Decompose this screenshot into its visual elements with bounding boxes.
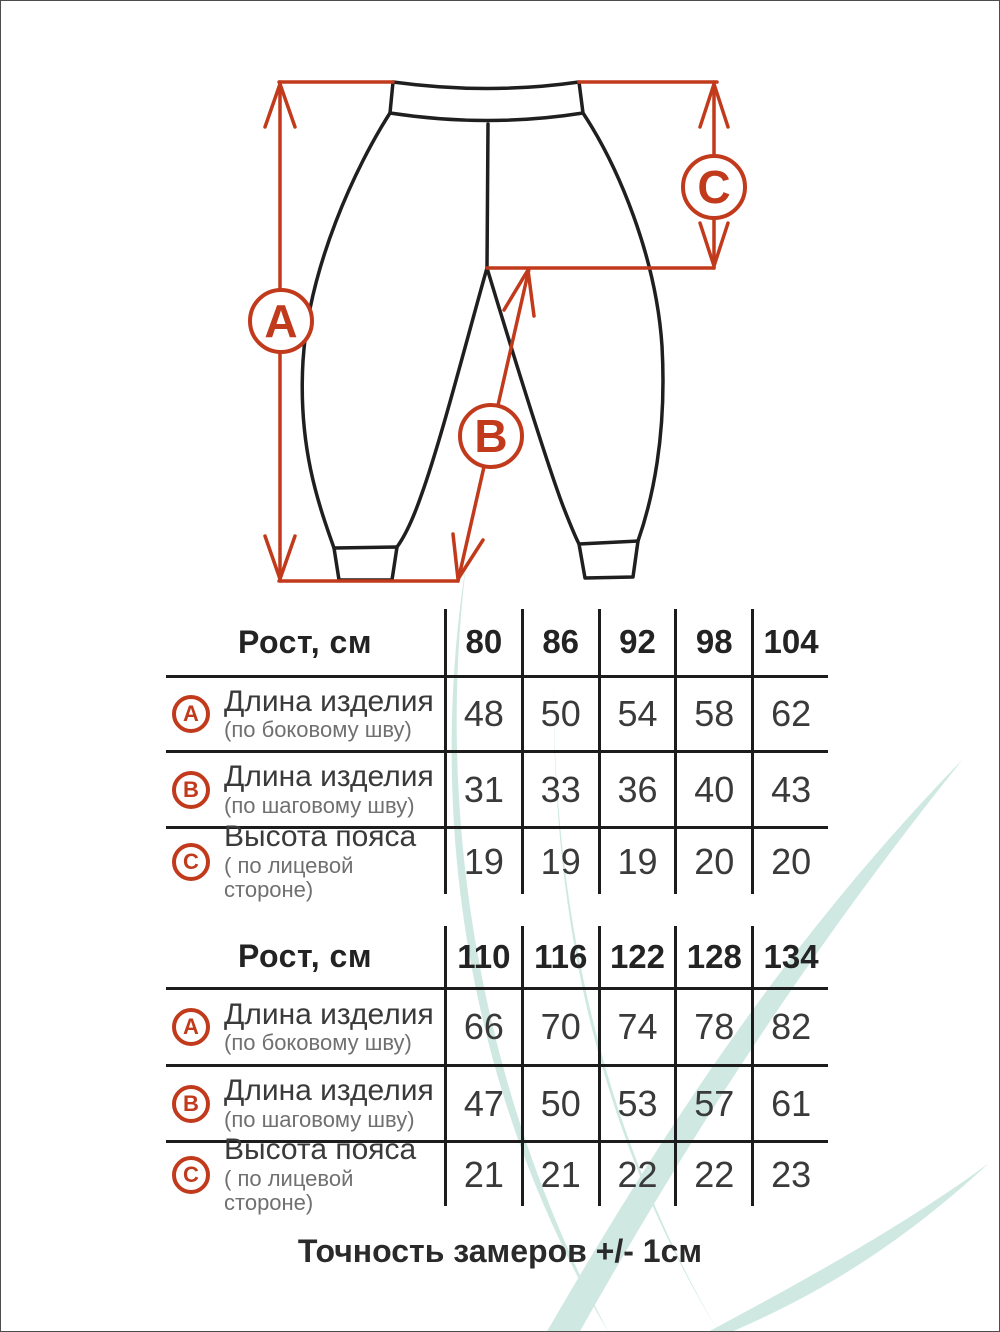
table1-row-c (166, 820, 828, 902)
accuracy-note: Точность замеров +/- 1см (297, 1233, 703, 1269)
value-cell: 20 (674, 829, 751, 894)
pants-right-outer-seam (583, 113, 663, 541)
row-title: Длина изделия (224, 684, 434, 718)
value-cell: 54 (598, 678, 675, 750)
row-subtitle: (по шаговому шву) (224, 1106, 415, 1132)
value-cell: 22 (674, 1143, 751, 1206)
pants-right-cuff (579, 541, 638, 578)
table2-row-a (166, 990, 828, 1067)
row-subtitle: (по боковому шву) (224, 717, 412, 743)
table2-row-c (166, 1133, 828, 1215)
size-table-110-134 (166, 926, 828, 1215)
row-subtitle: ( по лицевой стороне) (224, 1165, 354, 1215)
table2-size-116: 116 (521, 926, 598, 987)
letter-a-badge: A (172, 695, 210, 733)
table1-row-b (166, 753, 828, 829)
table2-row-b-label (166, 1067, 444, 1140)
measure-letter-circles (250, 156, 745, 467)
pants-waistband (390, 82, 583, 121)
pants-measurement-diagram (1, 1, 1000, 601)
letter-c-badge: C (172, 843, 210, 881)
value-cell: 19 (598, 829, 675, 894)
value-cell: 70 (521, 990, 598, 1064)
value-cell: 19 (444, 829, 521, 894)
letter-b-badge: B (172, 1085, 210, 1123)
value-cell: 74 (598, 990, 675, 1064)
table2-size-134: 134 (751, 926, 828, 987)
table1-row-c-label (166, 820, 444, 902)
value-cell: 36 (598, 753, 675, 826)
table2-header-row (166, 926, 828, 990)
row-subtitle: ( по лицевой стороне) (224, 852, 354, 902)
table2-header-label-cell (166, 926, 444, 987)
height-header: Рост, см (238, 623, 372, 660)
value-cell: 58 (674, 678, 751, 750)
table2-row-b (166, 1067, 828, 1143)
table2-size-110: 110 (444, 926, 521, 987)
row-title: Длина изделия (224, 1074, 434, 1108)
label-c: C (697, 161, 731, 213)
size-table-80-104 (166, 609, 828, 902)
table1-size-98: 98 (674, 609, 751, 675)
value-cell: 57 (674, 1067, 751, 1140)
pants-left-outer-seam (302, 113, 390, 548)
pants-left-cuff (334, 547, 397, 580)
value-cell: 50 (521, 1067, 598, 1140)
label-a: A (264, 295, 298, 347)
value-cell: 66 (444, 990, 521, 1064)
value-cell: 40 (674, 753, 751, 826)
table2-row-a-label (166, 990, 444, 1064)
value-cell: 53 (598, 1067, 675, 1140)
value-cell: 62 (751, 678, 828, 750)
value-cell: 19 (521, 829, 598, 894)
row-title: Длина изделия (224, 997, 434, 1031)
table1-size-80: 80 (444, 609, 521, 675)
value-cell: 22 (598, 1143, 675, 1206)
row-subtitle: (по шаговому шву) (224, 792, 415, 818)
letter-a-badge: A (172, 1008, 210, 1046)
measure-lines (265, 82, 731, 581)
value-cell: 82 (751, 990, 828, 1064)
row-title: Высота пояса (224, 820, 417, 854)
value-cell: 23 (751, 1143, 828, 1206)
value-cell: 31 (444, 753, 521, 826)
label-b: B (474, 410, 508, 462)
table2-size-122: 122 (598, 926, 675, 987)
table1-header-label-cell (166, 609, 444, 675)
value-cell: 47 (444, 1067, 521, 1140)
row-subtitle: (по боковому шву) (224, 1030, 412, 1056)
table1-size-104: 104 (751, 609, 828, 675)
row-title: Длина изделия (224, 760, 434, 794)
pants-outline (302, 82, 663, 580)
value-cell: 21 (521, 1143, 598, 1206)
table2-size-128: 128 (674, 926, 751, 987)
value-cell: 61 (751, 1067, 828, 1140)
value-cell: 78 (674, 990, 751, 1064)
row-title: Высота пояса (224, 1133, 417, 1167)
letter-b-badge: B (172, 771, 210, 809)
table1-header-row (166, 609, 828, 678)
table1-row-a (166, 678, 828, 753)
pants-front-crease (487, 124, 488, 268)
value-cell: 50 (521, 678, 598, 750)
value-cell: 20 (751, 829, 828, 894)
value-cell: 33 (521, 753, 598, 826)
table1-row-b-label (166, 753, 444, 826)
height-header: Рост, см (238, 938, 372, 974)
table1-row-a-label (166, 678, 444, 750)
value-cell: 43 (751, 753, 828, 826)
table2-row-c-label (166, 1133, 444, 1215)
table1-size-92: 92 (598, 609, 675, 675)
letter-c-badge: C (172, 1156, 210, 1194)
value-cell: 48 (444, 678, 521, 750)
value-cell: 21 (444, 1143, 521, 1206)
table1-size-86: 86 (521, 609, 598, 675)
